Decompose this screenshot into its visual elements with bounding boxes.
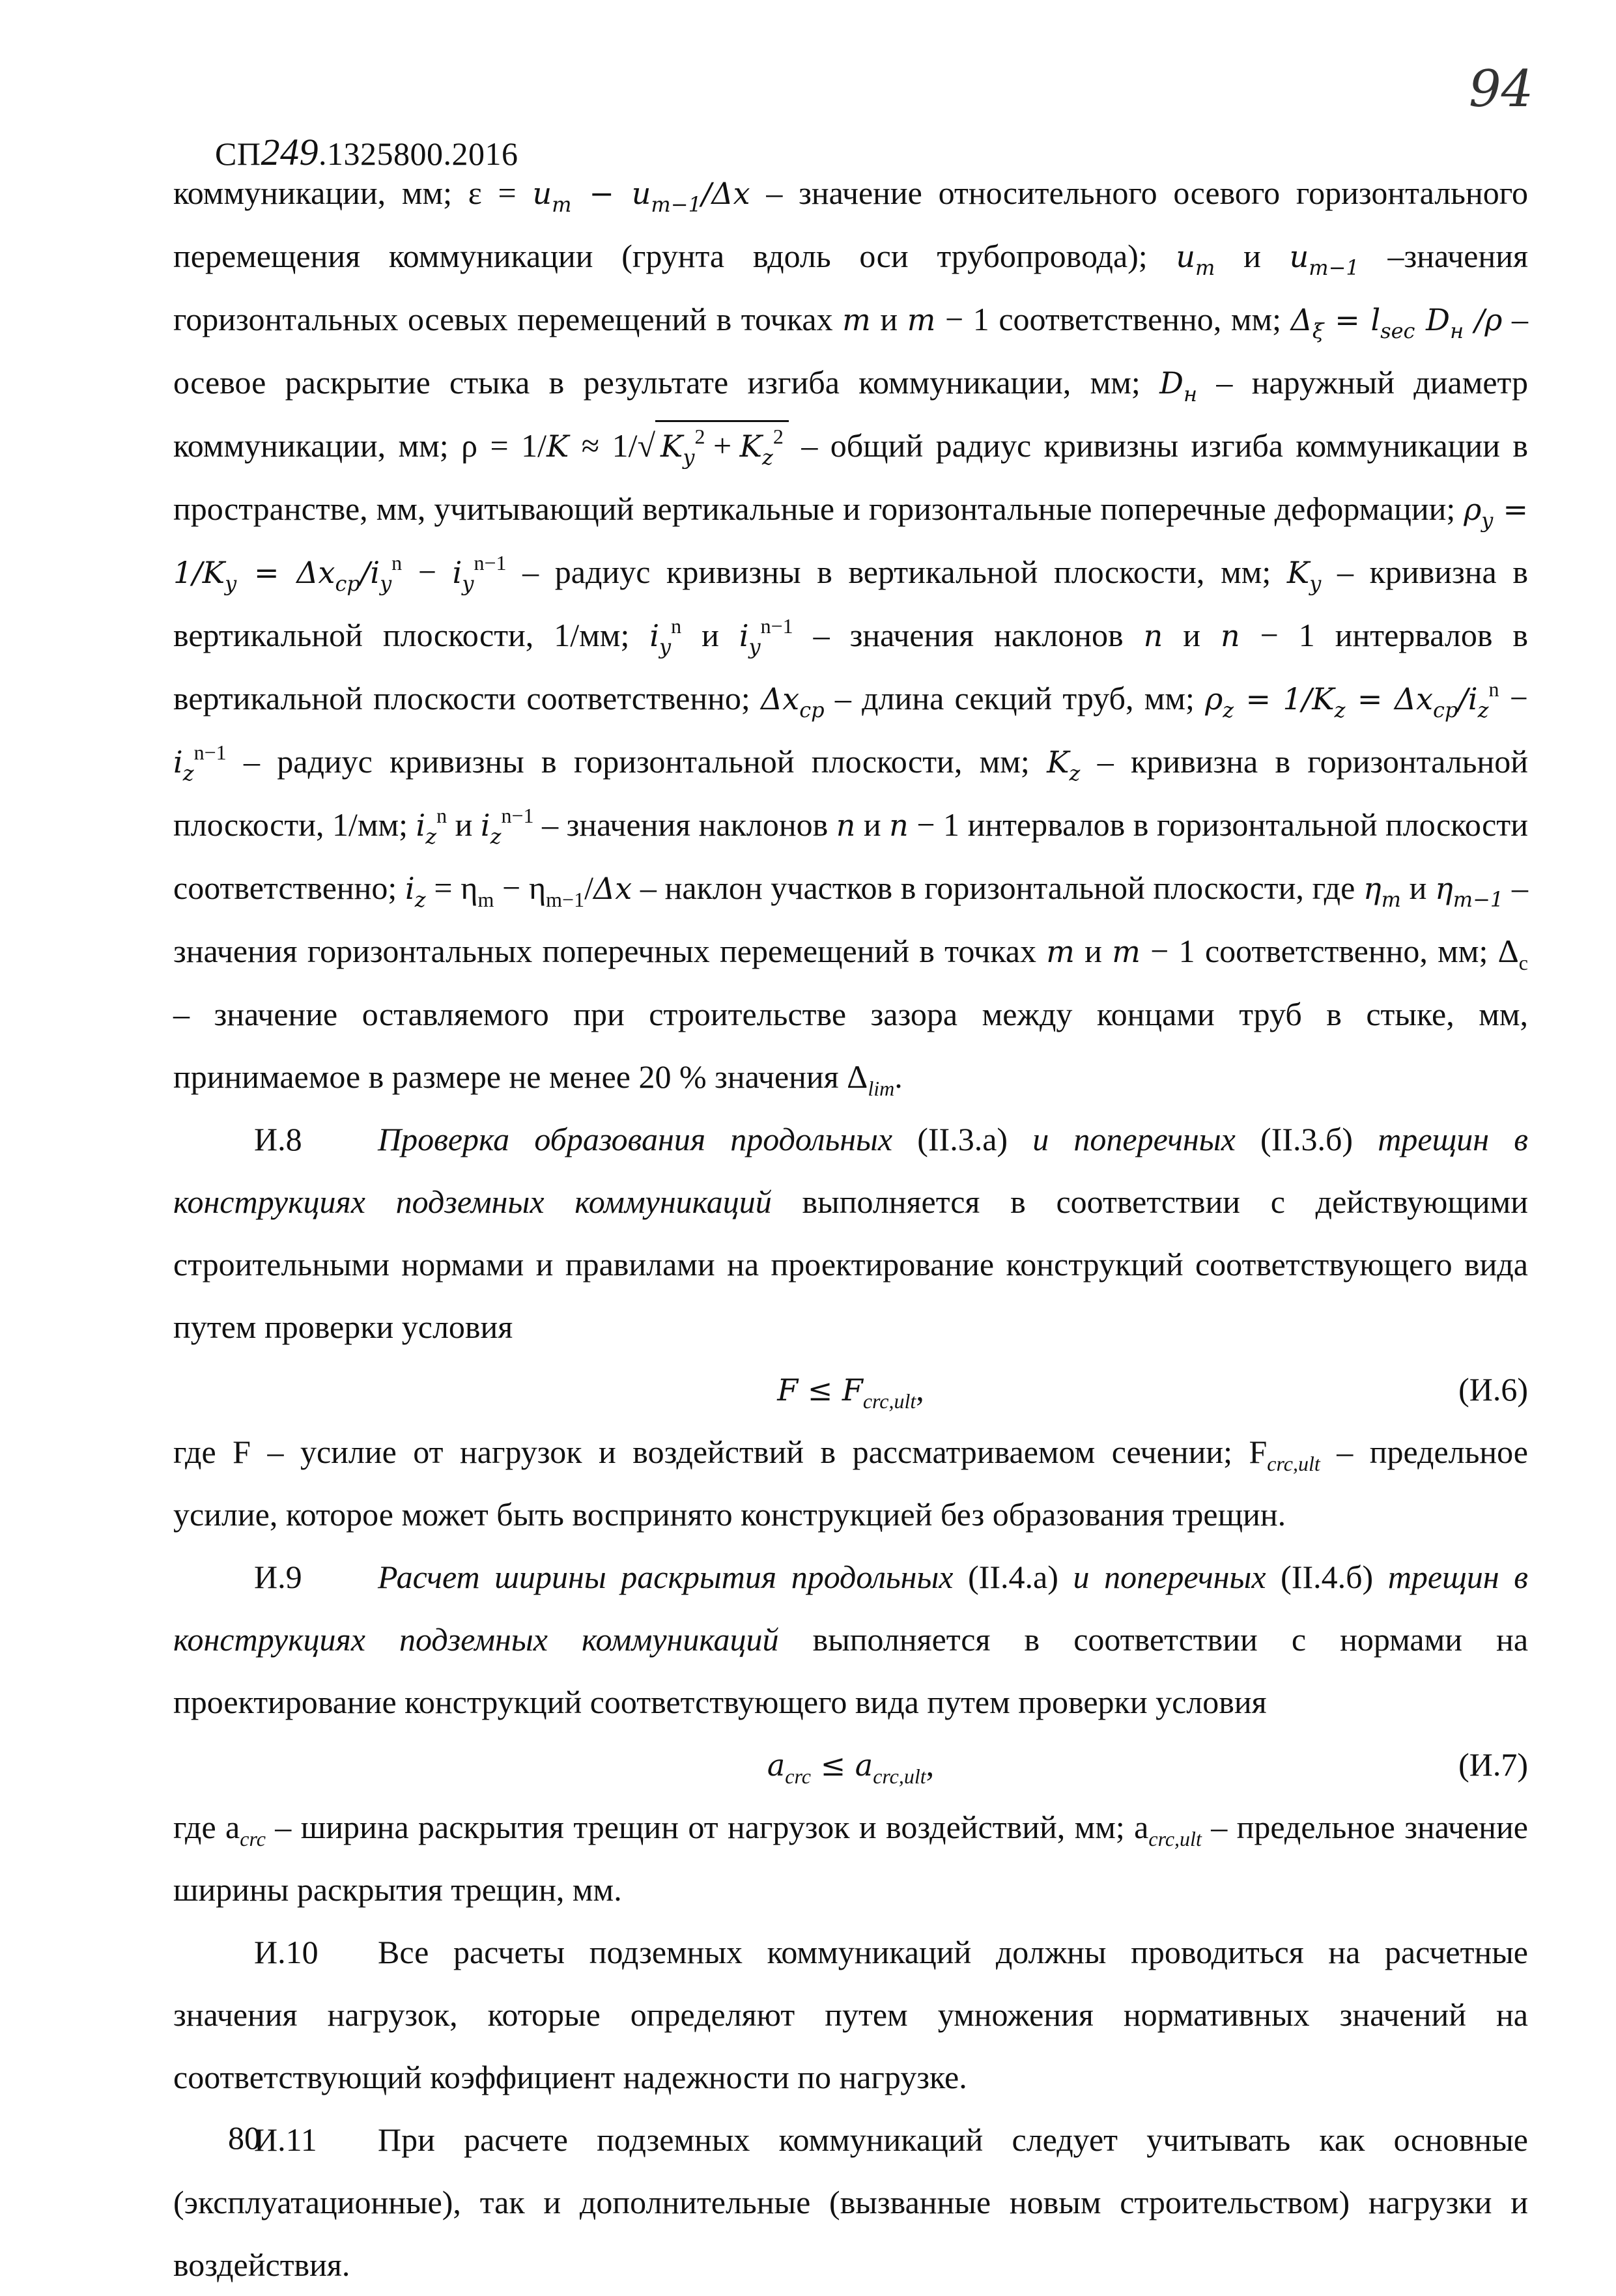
clause-number: И.10 [254,1934,319,1970]
clause-i10: И.10 Все расчеты подземных коммуникаций должны проводиться на расчетные значения нагрузок, которые определяют путем умножения нормативных значений на соответствующий коэффициент надежности по нагрузке. [173,1921,1528,2108]
clause-number: И.11 [254,2121,317,2158]
formula-i7: $a_{crc} \le a_{crc,ult}$, (И.7) [173,1733,1528,1796]
page-number: 80 [228,2119,261,2156]
formula-number: (И.7) [1458,1746,1528,1783]
formula-i6: $F \le F_{crc,ult}$, (И.6) [173,1358,1528,1421]
doc-code-prefix: СП [215,135,261,172]
clause-i9-explanation: где $a_{crc}$ – ширина раскрытия трещин от нагрузок и воздействий, мм; $a_{crc,ult}$ – предельное значение ширины раскрытия трещин, мм. [173,1809,1528,1908]
document-body [173,162,1528,2296]
clause-i9: И.9 Расчет ширины раскрытия продольных (II.4.а) и поперечных (II.4.б) трещин в конструкциях подземных коммуникаций выполняется в соответствии с нормами на проектирование конструкций соответствующего вида путем проверки условия [173,1546,1528,1733]
clause-number: И.9 [254,1559,302,1595]
doc-code-suffix: .1325800.2016 [318,135,518,172]
definitions-paragraph: коммуникации, мм; $\varepsilon = u_m - u_{m-1}/\Delta x$ – значение относительного осевого горизонтального перемещения коммуникации (грунта вдоль оси трубопровода); $u_m$ и $u_{m-1}$ –значения горизонтальных осевых перемещений в точках m и m − 1 соответственно, мм; $\Delta_\xi = l_{sec}$ $D_н$ /ρ – осевое раскрытие стыка в результате изгиба коммуникации, мм; $D_н$ – наружный диаметр коммуникации, мм; ρ = 1/K ≈ 1/√ $K_y^2 + K_z^2$ – общий радиус кривизны изгиба коммуникации в пространстве, мм, учитывающий вертикальные и горизонтальные поперечные деформации; $\rho_y = 1/K_y = \Delta x_{ср}/i_y^n - i_y^{n-1}$ – радиус кривизны в вертикальной плоскости, мм; $K_y$ – кривизна в вертикальной плоскости, 1/мм; $i_y^n$ и $i_y^{n-1}$ – значения наклонов n и n − 1 интервалов в вертикальной плоскости соответственно; $\Delta x_{ср}$ – длина секций труб, мм; $\rho_z = 1/K_z = \Delta x_{ср}/i_z^n - i_z^{n-1}$ – радиус кривизны в горизонтальной плоскости, мм; $K_z$ – кривизна в горизонтальной плоскости, 1/мм; $i_z^n$ и $i_z^{n-1}$ – значения наклонов n и n − 1 интервалов в горизонтальной плоскости соответственно; $i_z = \eta_m - \eta_{m-1}/\Delta x$ – наклон участков в горизонтальной плоскости, где $\eta_m$ и $\eta_{m-1}$ – значения горизонтальных поперечных перемещений в точках m и m − 1 соответственно, мм; $\Delta_с$ – значение оставляемого при строительстве зазора между концами труб в стыке, мм, принимаемое в размере не менее 20 % значения $\Delta_{lim}$. [173,175,1529,1100]
clause-i8-explanation: где F – усилие от нагрузок и воздействий в рассматриваемом сечении; $F_{crc,ult}$ – предельное усилие, которое может быть воспринято конструкцией без образования трещин. [173,1434,1528,1533]
clause-i8: И.8 Проверка образования продольных (II.3.а) и поперечных (II.3.б) трещин в конструкциях подземных коммуникаций выполняется в соответствии с действующими строительными нормами и правилами на проектирование конструкций соответствующего вида путем проверки условия [173,1108,1528,1358]
clause-number: И.8 [254,1121,302,1157]
clause-i11: И.11 При расчете подземных коммуникаций следует учитывать как основные (эксплуатационные), так и дополнительные (вызванные новым строительством) нагрузки и воздействия. [173,2108,1528,2296]
doc-code-handwritten: 249 [261,131,319,173]
formula-number: (И.6) [1458,1371,1528,1408]
handwritten-page-number: 94 [1469,60,1534,119]
